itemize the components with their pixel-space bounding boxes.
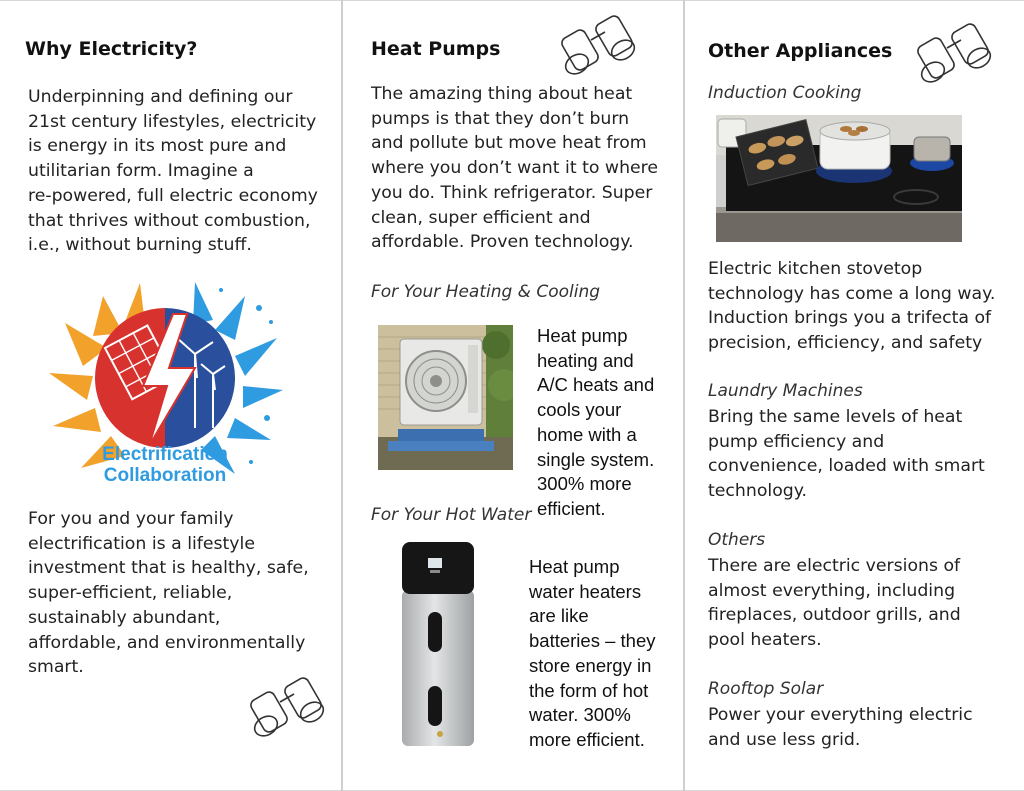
panel-heat-pumps bbox=[341, 0, 685, 791]
subheading-induction: Induction Cooking bbox=[708, 83, 862, 103]
electrification-collaboration-logo bbox=[45, 278, 285, 498]
binoculars-icon bbox=[913, 22, 999, 84]
water-heater-image bbox=[398, 540, 478, 750]
logo-text-collaboration: Collaboration bbox=[103, 465, 227, 486]
subheading-rooftop-solar: Rooftop Solar bbox=[708, 679, 824, 699]
heat-pump-unit-image bbox=[378, 325, 513, 470]
hot-water-text: Heat pump water heaters are like batteries – they store energy in the form of hot water. 300% more efficient. bbox=[529, 556, 656, 750]
heating-cooling-text: Heat pump heating and A/C heats and cools your home with a single system. 300% more efficient. bbox=[537, 325, 655, 519]
induction-cooktop-image bbox=[716, 115, 962, 242]
subheading-hot-water: For Your Hot Water bbox=[371, 505, 532, 525]
panel-other-appliances bbox=[683, 0, 1024, 791]
subheading-others: Others bbox=[708, 530, 766, 550]
rooftop-solar-text: Power your everything electric and use less grid. bbox=[708, 705, 973, 750]
why-electricity-closing: For you and your family electrification is a lifestyle investment that is healthy, safe, super-efficient, reliable, sustainably abundant, affordable, and environmentally smart. bbox=[28, 509, 309, 678]
why-electricity-intro: Underpinning and defining our 21st century lifestyles, electricity is energy in its most pure and utilitarian form. Imagine a re-powered, full electric economy that thrives without combustion, i.e., without burning stuff. bbox=[28, 87, 318, 256]
subheading-laundry: Laundry Machines bbox=[708, 381, 863, 401]
binoculars-icon bbox=[246, 676, 332, 738]
logo-text-electrification: Electrification bbox=[102, 444, 228, 465]
induction-text: Electric kitchen stovetop technology has come a long way. Induction brings you a trifecta of precision, efficiency, and safety bbox=[708, 259, 996, 354]
laundry-text: Bring the same levels of heat pump efficiency and convenience, loaded with smart technology. bbox=[708, 407, 985, 502]
others-text: There are electric versions of almost everything, including fireplaces, outdoor grills, and pool heaters. bbox=[708, 556, 961, 651]
heading-other-appliances: Other Appliances bbox=[708, 40, 893, 62]
heat-pumps-intro: The amazing thing about heat pumps is that they don’t burn and pollute but move heat from where you don’t want it to where you do. Think refrigerator. Super clean, super efficient and affordable. Proven technology. bbox=[371, 84, 659, 253]
heading-heat-pumps: Heat Pumps bbox=[371, 38, 501, 60]
subheading-heating-cooling: For Your Heating & Cooling bbox=[371, 282, 601, 302]
panel-why-electricity bbox=[0, 0, 341, 791]
heading-why-electricity: Why Electricity? bbox=[25, 38, 198, 60]
binoculars-icon bbox=[557, 14, 643, 76]
